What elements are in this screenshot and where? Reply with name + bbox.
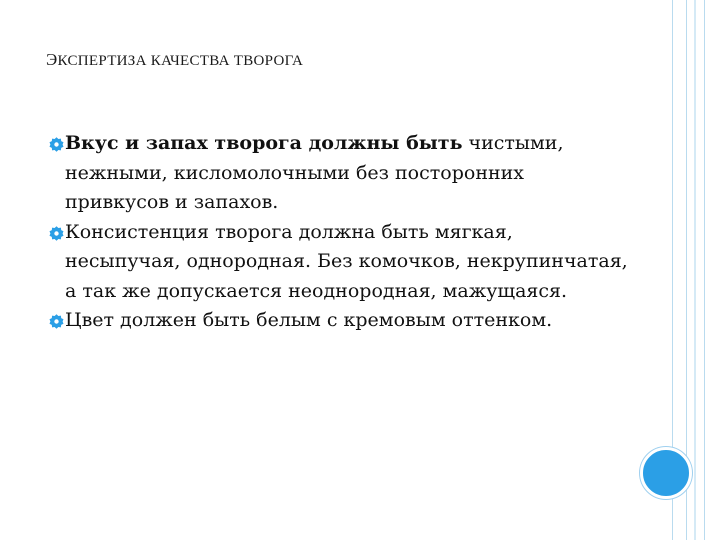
bullet-item [48, 306, 628, 336]
slide-title [46, 50, 303, 70]
decorative-vertical-bar [686, 0, 705, 540]
bullet-text: Цвет должен быть белым с кремовым оттенком. [65, 309, 553, 331]
bullet-marker-icon [48, 313, 65, 330]
bullet-list [48, 129, 628, 336]
bullet-item [48, 218, 628, 307]
bullet-text: Консистенция творога должна быть мягкая, несыпучая, однородная. Без комочков, некрупинчатая, а так же допускается неоднородная, мажущаяся. [65, 220, 628, 302]
bullet-item [48, 129, 628, 218]
bullet-bold-text: Вкус и запах творога должны быть [65, 132, 463, 154]
bullet-text: чистыми, нежными, кисломолочными без посторонних привкусов и запахов. [65, 132, 564, 213]
bullet-marker-icon [48, 136, 65, 153]
title-first-letter: Э [46, 50, 58, 69]
bullet-marker-icon [48, 225, 65, 242]
decorative-circle [640, 447, 692, 499]
title-rest: КСПЕРТИЗА КАЧЕСТВА ТВОРОГА [57, 53, 304, 69]
